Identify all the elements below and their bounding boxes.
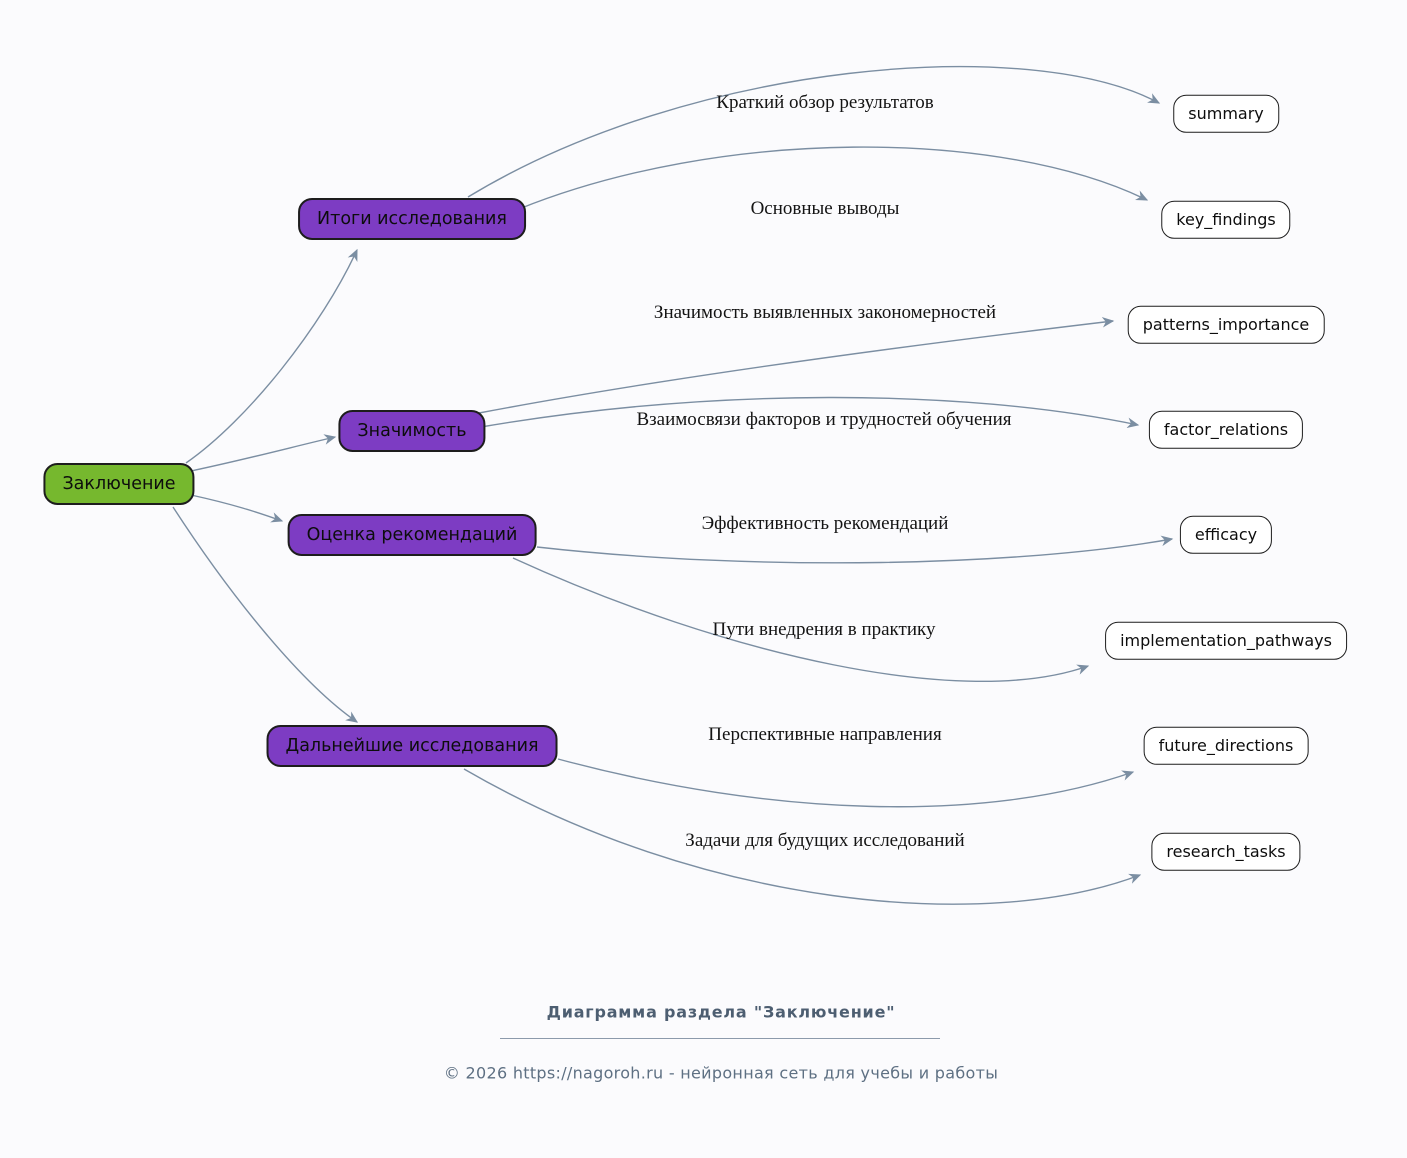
node-leaf-research-tasks: research_tasks — [1151, 833, 1300, 871]
edge-label-key-findings: Основные выводы — [750, 198, 900, 219]
edge-future-research-to-future-directions — [558, 759, 1133, 807]
edge-root-to-recommendations — [191, 495, 282, 521]
node-leaf-factor-relations: factor_relations — [1149, 411, 1303, 449]
edge-label-research-tasks: Задачи для будущих исследований — [685, 830, 965, 851]
edge-label-patterns-importance: Значимость выявленных закономерностей — [653, 302, 997, 323]
edge-label-future-directions: Перспективные направления — [708, 724, 942, 745]
edge-significance-to-patterns-importance — [479, 321, 1113, 413]
node-leaf-summary: summary — [1173, 95, 1279, 133]
node-leaf-key-findings: key_findings — [1161, 201, 1290, 239]
edge-label-implementation-pathways: Пути внедрения в практику — [712, 619, 936, 640]
footer-divider — [500, 1038, 940, 1039]
node-leaf-future-directions: future_directions — [1144, 727, 1309, 765]
footer-copyright: © 2026 https://nagoroh.ru - нейронная сеть для учебы и работы — [443, 1063, 999, 1083]
edge-label-factor-relations: Взаимосвязи факторов и трудностей обучения — [636, 409, 1012, 430]
footer-title: Диаграмма раздела "Заключение" — [546, 1002, 896, 1022]
node-branch-future-research: Дальнейшие исследования — [267, 725, 558, 767]
node-branch-results: Итоги исследования — [298, 198, 526, 240]
edge-label-efficacy: Эффективность рекомендаций — [701, 513, 949, 534]
node-leaf-patterns-importance: patterns_importance — [1128, 306, 1325, 344]
node-leaf-efficacy: efficacy — [1180, 516, 1272, 554]
edge-recommendations-to-efficacy — [537, 539, 1172, 563]
edge-label-summary: Краткий обзор результатов — [716, 92, 934, 113]
edge-results-to-summary — [468, 67, 1159, 197]
node-branch-recommendations: Оценка рекомендаций — [288, 514, 537, 556]
edge-root-to-results — [186, 250, 357, 463]
node-leaf-implementation-pathways: implementation_pathways — [1105, 622, 1347, 660]
node-root-conclusion: Заключение — [43, 463, 194, 505]
node-branch-significance: Значимость — [338, 410, 485, 452]
